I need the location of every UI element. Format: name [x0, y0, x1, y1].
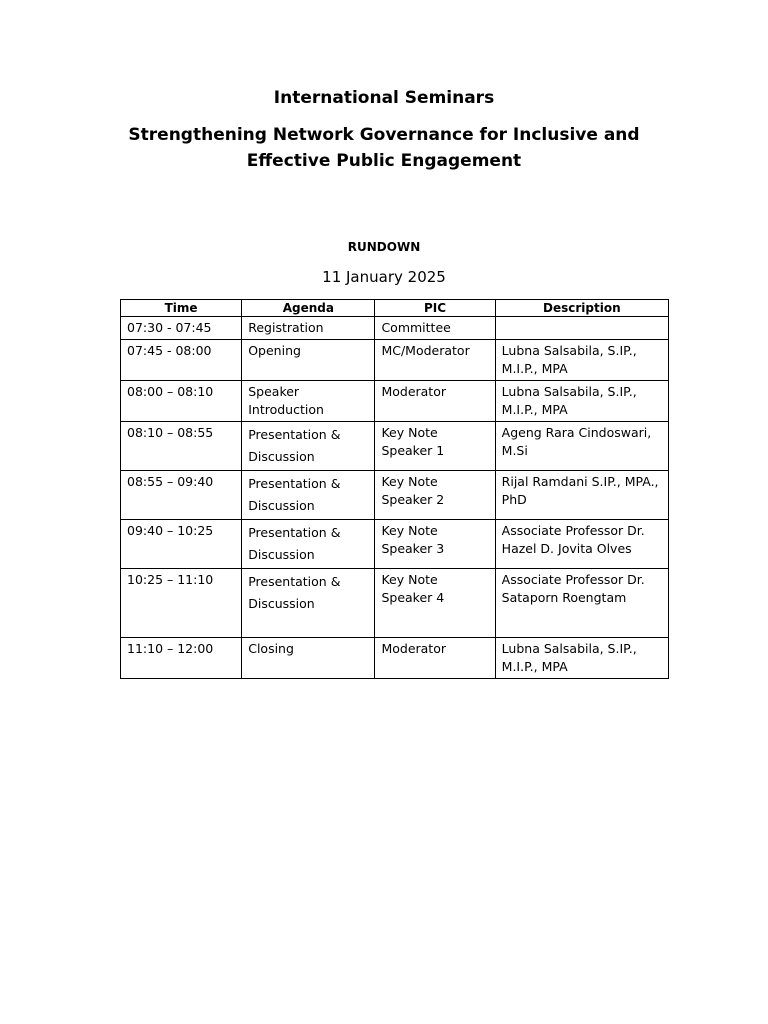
description-cell: Lubna Salsabila, S.IP., M.I.P., MPA [495, 340, 668, 381]
pic-cell: Moderator [375, 381, 495, 422]
table-row [121, 317, 669, 340]
pic-cell: Committee [375, 317, 495, 340]
agenda-cell: Presentation & Discussion [242, 471, 375, 520]
time-cell: 09:40 – 10:25 [121, 520, 242, 569]
time-cell: 07:45 - 08:00 [121, 340, 242, 381]
time-cell: 08:55 – 09:40 [121, 471, 242, 520]
time-cell: 08:00 – 08:10 [121, 381, 242, 422]
description-cell: Associate Professor Dr. Hazel D. Jovita Olves [495, 520, 668, 569]
agenda-cell: Registration [242, 317, 375, 340]
pic-cell: Key Note Speaker 1 [375, 422, 495, 471]
document-subtitle-text: Strengthening Network Governance for Inclusive and Effective Public Engagement [128, 125, 640, 171]
agenda-cell: Presentation & Discussion [242, 422, 375, 471]
time-cell: 11:10 – 12:00 [121, 638, 242, 679]
pic-cell: MC/Moderator [375, 340, 495, 381]
agenda-cell: Opening [242, 340, 375, 381]
agenda-cell: Closing [242, 638, 375, 679]
pic-cell: Key Note Speaker 2 [375, 471, 495, 520]
description-cell: Lubna Salsabila, S.IP., M.I.P., MPA [495, 381, 668, 422]
table-row [121, 340, 669, 381]
table-row [121, 638, 669, 679]
agenda-cell: Presentation & Discussion [242, 569, 375, 638]
pic-cell: Key Note Speaker 4 [375, 569, 495, 638]
time-cell: 08:10 – 08:55 [121, 422, 242, 471]
time-cell: 07:30 - 07:45 [121, 317, 242, 340]
pic-cell: Moderator [375, 638, 495, 679]
column-header-agenda: Agenda [242, 300, 375, 317]
table-row [121, 422, 669, 471]
time-cell: 10:25 – 11:10 [121, 569, 242, 638]
document-subtitle [0, 122, 768, 174]
table-row [121, 471, 669, 520]
agenda-cell: Speaker Introduction [242, 381, 375, 422]
column-header-pic: PIC [375, 300, 495, 317]
description-cell: Associate Professor Dr. Sataporn Roengtam [495, 569, 668, 638]
table-row [121, 520, 669, 569]
description-cell: Ageng Rara Cindoswari, M.Si [495, 422, 668, 471]
table-row [121, 569, 669, 638]
column-header-time: Time [121, 300, 242, 317]
description-cell [495, 317, 668, 340]
description-cell: Lubna Salsabila, S.IP., M.I.P., MPA [495, 638, 668, 679]
description-cell: Rijal Ramdani S.IP., MPA., PhD [495, 471, 668, 520]
agenda-cell: Presentation & Discussion [242, 520, 375, 569]
table-row [121, 381, 669, 422]
agenda-table [120, 299, 669, 679]
event-date: 11 January 2025 [322, 268, 446, 286]
table-header-row [121, 300, 669, 317]
section-heading: RUNDOWN [347, 240, 421, 254]
document-title: International Seminars [273, 88, 495, 108]
column-header-description: Description [495, 300, 668, 317]
pic-cell: Key Note Speaker 3 [375, 520, 495, 569]
